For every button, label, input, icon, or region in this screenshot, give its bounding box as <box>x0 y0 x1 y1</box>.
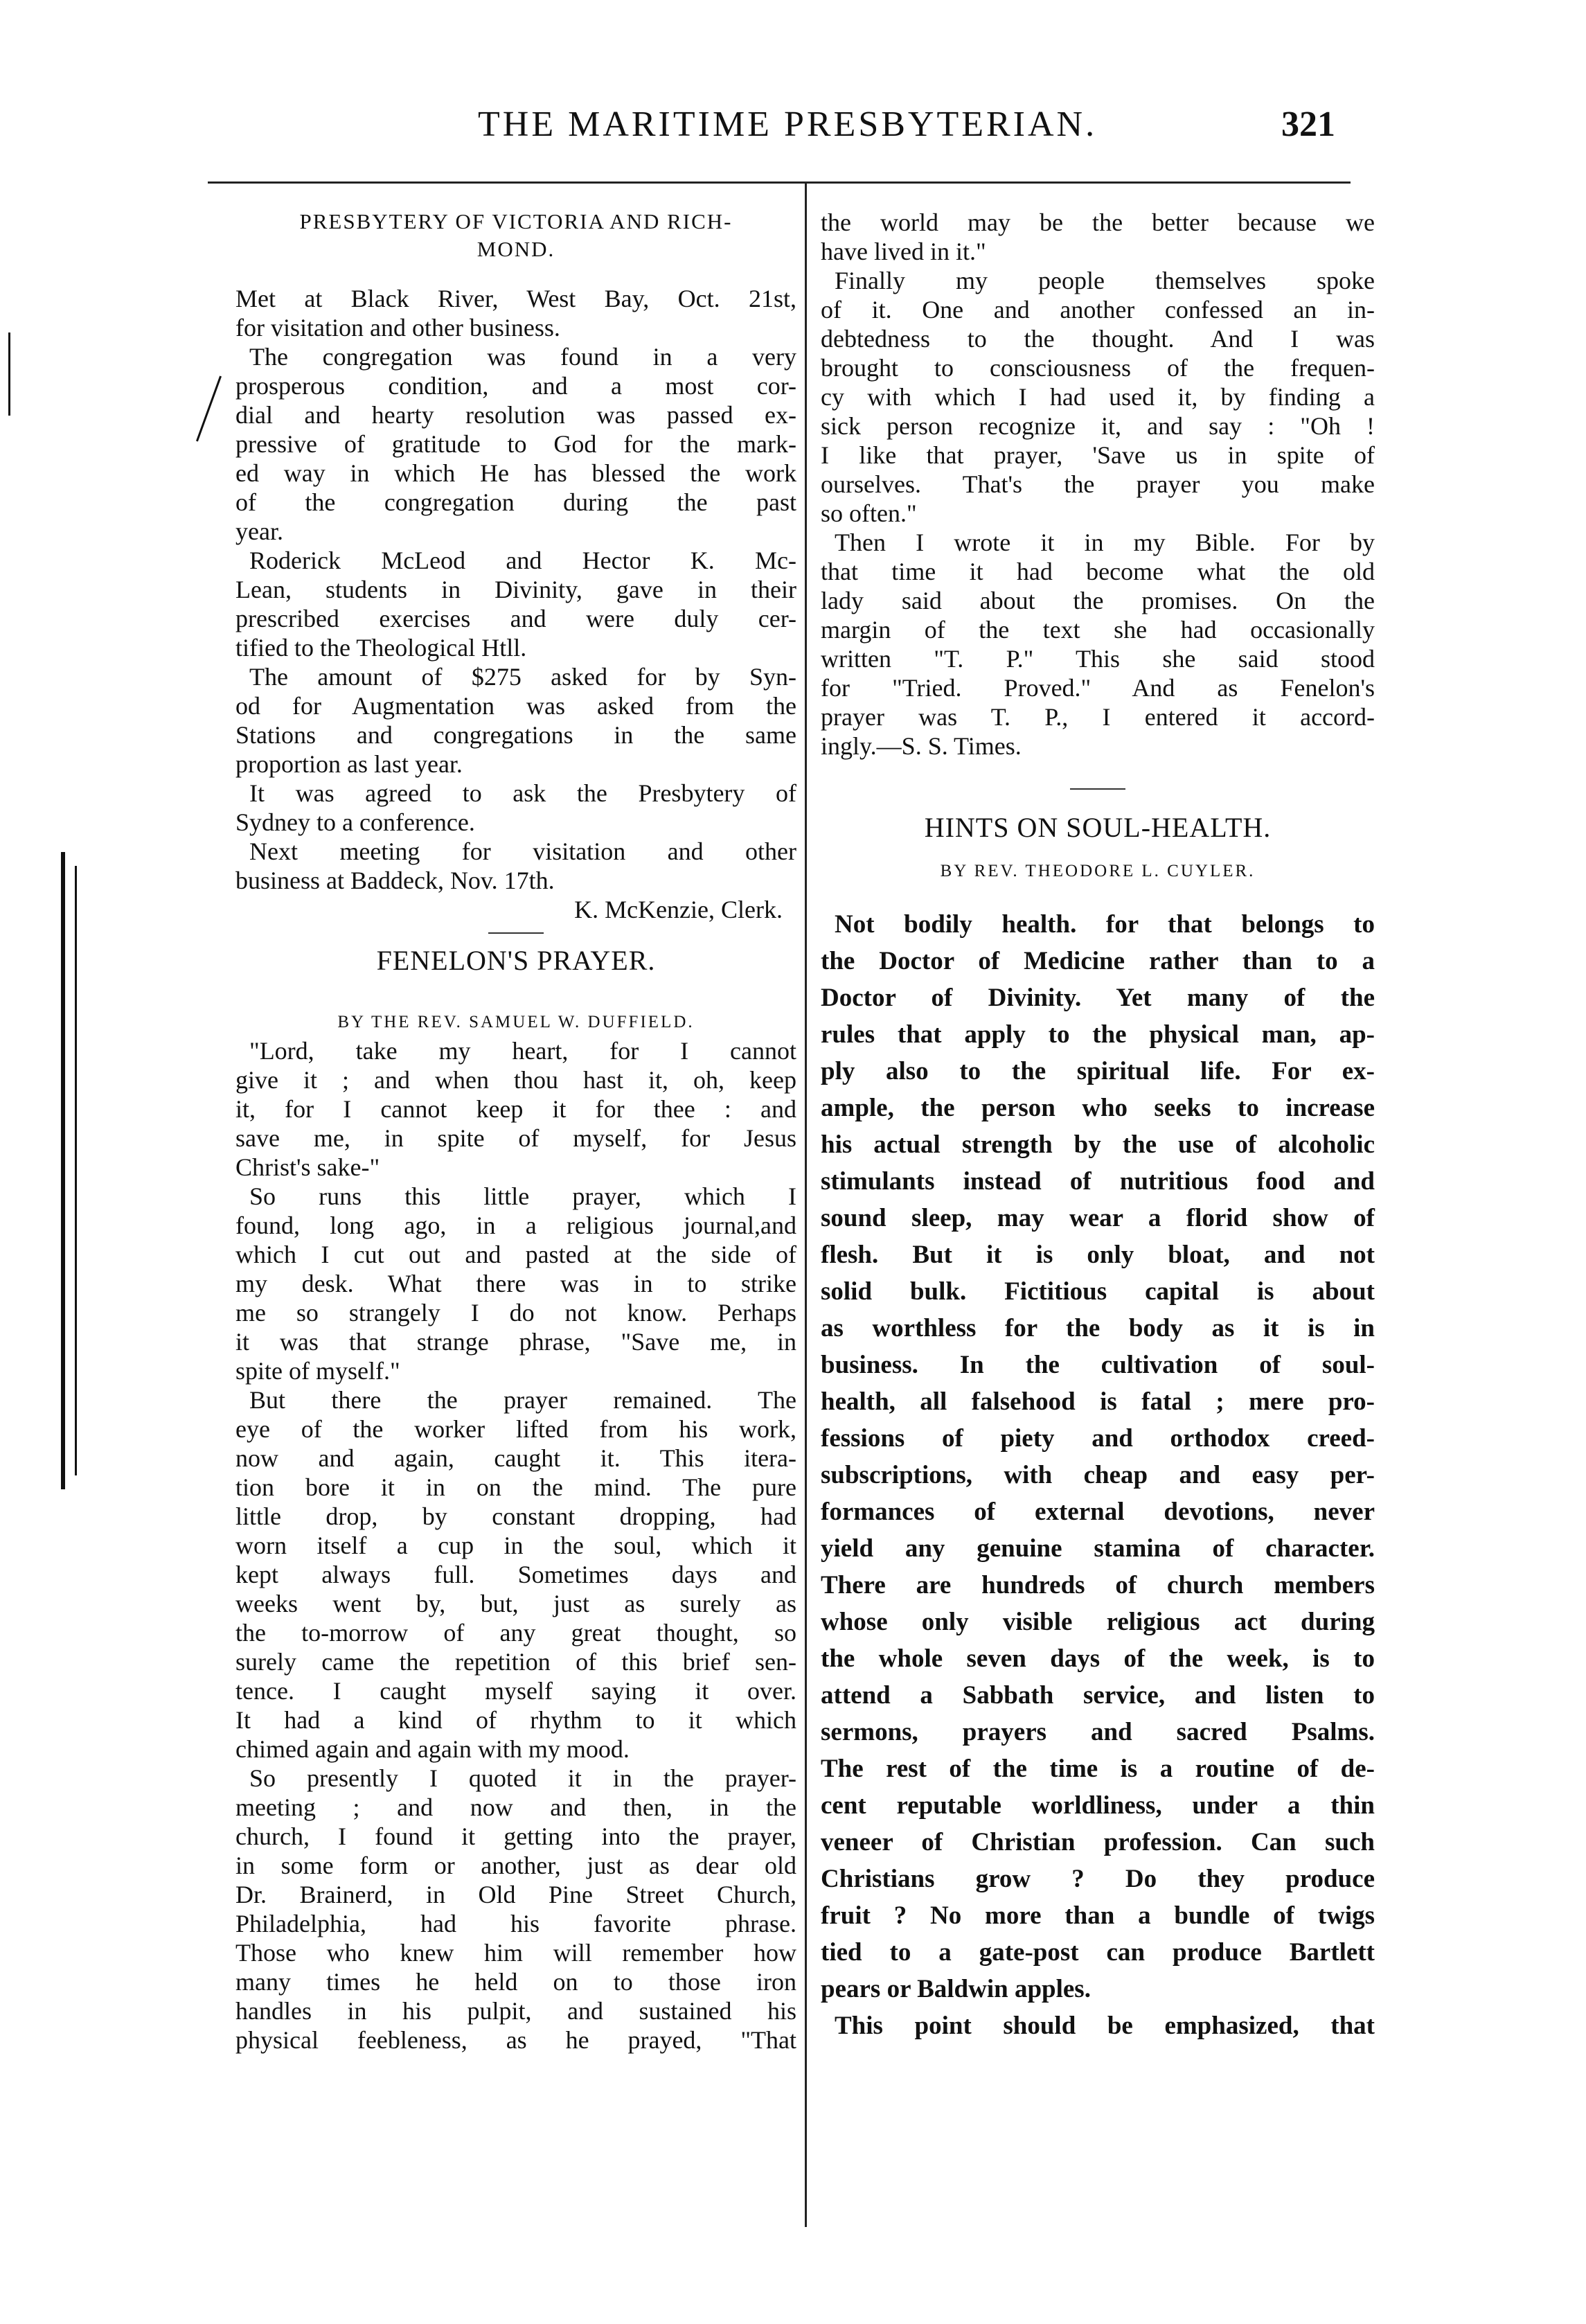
text-line: many times he held on to those iron <box>235 1968 796 1996</box>
text-line: ply also to the spiritual life. For ex- <box>821 1057 1375 1085</box>
text-line: Philadelphia, had his favorite phrase. <box>235 1910 796 1937</box>
presbytery-report <box>235 208 796 924</box>
text-line: now and again, caught it. This itera- <box>235 1444 796 1472</box>
header-rule <box>208 181 1351 184</box>
text-line: whose only visible religious act during <box>821 1608 1375 1636</box>
text-line: spite of myself." <box>235 1357 400 1385</box>
text-line: eye of the worker lifted from his work, <box>235 1415 796 1443</box>
text-line: Roderick McLeod and Hector K. Mc- <box>249 547 796 574</box>
text-line: my desk. What there was in to strike <box>235 1270 796 1297</box>
text-line: tence. I caught myself saying it over. <box>235 1677 796 1705</box>
text-line: Christians grow ? Do they produce <box>821 1865 1375 1893</box>
text-line: business at Baddeck, Nov. 17th. <box>235 867 555 894</box>
text-line: solid bulk. Fictitious capital is about <box>821 1277 1375 1306</box>
column-divider <box>805 184 807 2227</box>
text-line: Not bodily health. for that belongs to <box>835 910 1375 939</box>
text-line: Met at Black River, West Bay, Oct. 21st, <box>235 285 796 312</box>
text-line: business. In the cultivation of soul- <box>821 1351 1375 1379</box>
text-line: pears or Baldwin apples. <box>821 1975 1091 2003</box>
text-line: which I cut out and pasted at the side of <box>235 1241 796 1268</box>
text-line: It had a kind of rhythm to it which <box>235 1706 796 1734</box>
text-line: tied to a gate-post can produce Bartlett <box>821 1938 1375 1967</box>
text-line: surely came the repetition of this brief sen- <box>235 1648 796 1676</box>
text-line: So presently I quoted it in the prayer- <box>249 1764 796 1792</box>
text-line: Stations and congregations in the same <box>235 721 796 749</box>
text-line: me so strangely I do not know. Perhaps <box>235 1299 796 1327</box>
text-line: Those who knew him will remember how <box>235 1939 796 1967</box>
margin-mark-bracket <box>61 852 65 1489</box>
text-line: stimulants instead of nutritious food and <box>821 1167 1375 1196</box>
text-line: weeks went by, but, just as surely as <box>235 1590 796 1617</box>
margin-mark-slash <box>196 376 222 442</box>
text-line: The rest of the time is a routine of de- <box>821 1755 1375 1783</box>
text-line: lady said about the promises. On the <box>821 587 1375 614</box>
text-line: of it. One and another confessed an in- <box>821 296 1375 323</box>
text-line: od for Augmentation was asked from the <box>235 692 796 720</box>
text-line: So runs this little prayer, which I <box>249 1182 796 1210</box>
article-title: HINTS ON SOUL-HEALTH. <box>924 812 1272 843</box>
text-line: tion bore it in on the mind. The pure <box>235 1473 796 1501</box>
text-line: It was agreed to ask the Presbytery of <box>249 779 796 807</box>
page-number: 321 <box>1281 105 1335 144</box>
text-line: cy with which I had used it, by finding a <box>821 383 1375 411</box>
text-line: There are hundreds of church members <box>821 1571 1375 1599</box>
text-line: Doctor of Divinity. Yet many of the <box>821 984 1375 1012</box>
text-line: that time it had become what the old <box>821 558 1375 585</box>
fenelon-prayer-article <box>235 943 796 2055</box>
text-line: give it ; and when thou hast it, oh, keep <box>235 1066 796 1094</box>
text-line: The amount of $275 asked for by Syn- <box>249 663 796 691</box>
text-line: dial and hearty resolution was passed ex- <box>235 401 796 429</box>
article-byline: BY REV. THEODORE L. CUYLER. <box>940 862 1256 880</box>
article-byline: BY THE REV. SAMUEL W. DUFFIELD. <box>337 1013 695 1031</box>
text-line: save me, in spite of myself, for Jesus <box>235 1124 796 1152</box>
text-line: health, all falsehood is fatal ; mere pro- <box>821 1387 1375 1416</box>
text-line: flesh. But it is only bloat, and not <box>821 1241 1375 1269</box>
text-line: his actual strength by the use of alcoholic <box>821 1130 1375 1159</box>
text-line: ingly.—S. S. Times. <box>821 732 1022 760</box>
text-line: as worthless for the body as it is in <box>821 1314 1375 1342</box>
text-line: in some form or another, just as dear old <box>235 1852 796 1879</box>
text-line: for visitation and other business. <box>235 314 560 341</box>
text-line: "Lord, take my heart, for I cannot <box>249 1037 796 1065</box>
text-line: Dr. Brainerd, in Old Pine Street Church, <box>235 1881 796 1908</box>
margin-mark-top <box>8 332 10 416</box>
text-line: Finally my people themselves spoke <box>835 267 1375 294</box>
text-line: kept always full. Sometimes days and <box>235 1561 796 1588</box>
text-line: debtedness to the thought. And I was <box>821 325 1375 353</box>
text-line: chimed again and again with my mood. <box>235 1735 630 1763</box>
text-line: sermons, prayers and sacred Psalms. <box>821 1718 1375 1746</box>
text-line: of the congregation during the past <box>235 488 796 516</box>
text-line: rules that apply to the physical man, ap- <box>821 1020 1375 1049</box>
text-line: sick person recognize it, and say : "Oh ! <box>821 412 1375 440</box>
text-line: Lean, students in Divinity, gave in their <box>235 576 796 603</box>
text-line: found, long ago, in a religious journal,and <box>235 1212 796 1239</box>
right-column <box>821 208 1375 2044</box>
section-rule <box>1070 788 1125 790</box>
text-line: the whole seven days of the week, is to <box>821 1644 1375 1673</box>
text-line: year. <box>235 517 283 545</box>
text-line: prescribed exercises and were duly cer- <box>235 605 796 632</box>
text-line: the world may be the better because we <box>821 209 1375 236</box>
text-line: ed way in which He has blessed the work <box>235 459 796 487</box>
text-line: it, for I cannot keep it for thee : and <box>235 1095 796 1123</box>
text-line: little drop, by constant dropping, had <box>235 1502 796 1530</box>
text-line: Next meeting for visitation and other <box>249 837 796 865</box>
text-line: ample, the person who seeks to increase <box>821 1094 1375 1122</box>
section-rule <box>488 932 544 934</box>
text-line: fessions of piety and orthodox creed- <box>821 1424 1375 1453</box>
text-line: church, I found it getting into the prayer, <box>235 1822 796 1850</box>
text-line: written "T. P." This she said stood <box>821 645 1375 673</box>
text-line: The congregation was found in a very <box>249 343 796 371</box>
text-line: proportion as last year. <box>235 750 463 778</box>
margin-mark-bracket-inner <box>75 866 77 1475</box>
soul-health-article <box>821 810 1375 2044</box>
journal-title: THE MARITIME PRESBYTERIAN. <box>478 105 1098 144</box>
text-line: This point should be emphasized, that <box>835 2012 1375 2040</box>
text-line: worn itself a cup in the soul, which it <box>235 1532 796 1559</box>
text-line: tified to the Theological Htll. <box>235 634 527 662</box>
text-line: sound sleep, may wear a florid show of <box>821 1204 1375 1232</box>
text-line: cent reputable worldliness, under a thin <box>821 1791 1375 1820</box>
clerk-signature: K. McKenzie, Clerk. <box>574 896 783 923</box>
text-line: yield any genuine stamina of character. <box>821 1534 1375 1563</box>
text-line: the Doctor of Medicine rather than to a <box>821 947 1375 975</box>
text-line: attend a Sabbath service, and listen to <box>821 1681 1375 1710</box>
text-line: handles in his pulpit, and sustained his <box>235 1997 796 2025</box>
running-header <box>0 104 1586 159</box>
text-line: have lived in it." <box>821 238 986 265</box>
fenelon-prayer-continued <box>821 208 1375 761</box>
text-line: subscriptions, with cheap and easy per- <box>821 1461 1375 1489</box>
text-line: brought to consciousness of the frequen- <box>821 354 1375 382</box>
text-line: formances of external devotions, never <box>821 1498 1375 1526</box>
text-line: pressive of gratitude to God for the mark- <box>235 430 796 458</box>
text-line: so often." <box>821 499 917 527</box>
text-line: fruit ? No more than a bundle of twigs <box>821 1901 1375 1930</box>
text-line: the to-morrow of any great thought, so <box>235 1619 796 1647</box>
presbytery-heading: PRESBYTERY OF VICTORIA AND RICH- <box>299 209 733 233</box>
text-line: veneer of Christian profession. Can such <box>821 1828 1375 1856</box>
text-line: Christ's sake-" <box>235 1153 380 1181</box>
text-line: margin of the text she had occasionally <box>821 616 1375 644</box>
left-column <box>235 208 796 2055</box>
article-title: FENELON'S PRAYER. <box>376 945 656 976</box>
text-line: prayer was T. P., I entered it accord- <box>821 703 1375 731</box>
text-line: prosperous condition, and a most cor- <box>235 372 796 400</box>
text-line: But there the prayer remained. The <box>249 1386 796 1414</box>
text-line: I like that prayer, 'Save us in spite of <box>821 441 1375 469</box>
text-line: Sydney to a conference. <box>235 808 475 836</box>
text-line: ourselves. That's the prayer you make <box>821 470 1375 498</box>
text-line: Then I wrote it in my Bible. For by <box>835 529 1375 556</box>
presbytery-heading-cont: MOND. <box>476 237 555 261</box>
text-line: for "Tried. Proved." And as Fenelon's <box>821 674 1375 702</box>
text-line: meeting ; and now and then, in the <box>235 1793 796 1821</box>
text-line: it was that strange phrase, "Save me, in <box>235 1328 796 1356</box>
text-line: physical feebleness, as he prayed, "That <box>235 2026 796 2054</box>
